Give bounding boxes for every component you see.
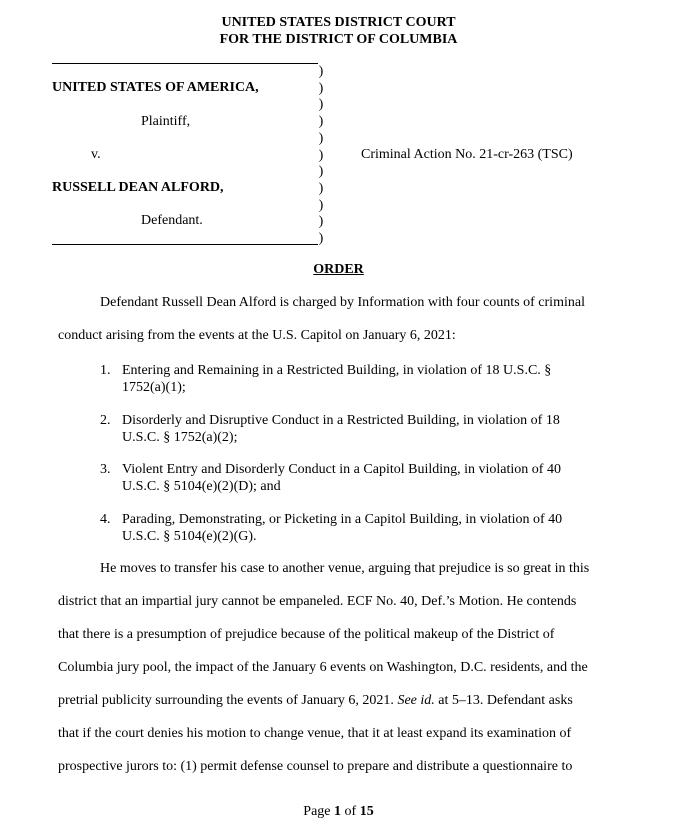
count-text-line-2: U.S.C. § 1752(a)(2); <box>122 430 238 445</box>
court-name-line-2: FOR THE DISTRICT OF COLUMBIA <box>219 32 458 47</box>
caption-paren: ) <box>318 130 324 146</box>
body-line-5 <box>58 693 573 709</box>
count-number: 1. <box>100 363 111 378</box>
body-line-5-text-a: pretrial publicity surrounding the events of January 6, 2021. <box>58 693 398 708</box>
page-label: Page <box>303 804 335 819</box>
count-text-line-1: Entering and Remaining in a Restricted Building, in violation of 18 U.S.C. § <box>122 363 552 378</box>
page-current: 1 <box>334 804 342 819</box>
citation-see-id: See id. <box>397 693 435 708</box>
intro-line-2: conduct arising from the events at the U.S. Capitol on January 6, 2021: <box>58 328 456 343</box>
page-of: of <box>341 804 360 819</box>
count-text-line-2: 1752(a)(1); <box>122 380 186 395</box>
count-text-line-1: Parading, Demonstrating, or Picketing in a Capitol Building, in violation of 40 <box>122 512 563 527</box>
body-line-7: prospective jurors to: (1) permit defense counsel to prepare and distribute a questionnaire to <box>58 759 573 774</box>
body-line-4: Columbia jury pool, the impact of the January 6 events on Washington, D.C. residents, and the <box>58 660 588 675</box>
defendant-name: RUSSELL DEAN ALFORD, <box>52 180 224 195</box>
count-text-line-1: Violent Entry and Disorderly Conduct in a Capitol Building, in violation of 40 <box>122 462 561 477</box>
count-text-line-2: U.S.C. § 5104(e)(2)(G). <box>122 529 257 544</box>
versus-label: v. <box>91 147 101 162</box>
case-number: Criminal Action No. 21-cr-263 (TSC) <box>361 147 573 162</box>
count-number: 2. <box>100 413 111 428</box>
caption-top-rule <box>52 63 318 64</box>
page-total: 15 <box>359 804 374 819</box>
order-title: ORDER <box>313 262 364 277</box>
caption-paren: ) <box>318 180 324 196</box>
intro-line-1: Defendant Russell Dean Alford is charged by Information with four counts of criminal <box>100 295 585 310</box>
body-line-6: that if the court denies his motion to change venue, that it at least expand its examination of <box>58 726 572 741</box>
court-name-line-1: UNITED STATES DISTRICT COURT <box>221 15 456 30</box>
body-line-5-text-b: at 5–13. Defendant asks <box>434 693 573 708</box>
caption-paren: ) <box>318 147 324 163</box>
caption-bottom-rule <box>52 244 318 245</box>
plaintiff-name: UNITED STATES OF AMERICA, <box>52 80 259 95</box>
caption-paren: ) <box>318 214 324 230</box>
body-line-2: district that an impartial jury cannot be empaneled. ECF No. 40, Def.’s Motion. He contends <box>58 594 577 609</box>
caption-paren: ) <box>318 231 324 246</box>
caption-paren: ) <box>318 80 324 96</box>
caption-paren: ) <box>318 64 324 79</box>
plaintiff-role: Plaintiff, <box>141 114 191 129</box>
count-number: 4. <box>100 512 111 527</box>
defendant-role: Defendant. <box>141 213 203 228</box>
count-number: 3. <box>100 462 111 477</box>
page-number <box>0 804 677 820</box>
count-text-line-2: U.S.C. § 5104(e)(2)(D); and <box>122 479 281 494</box>
body-line-3: that there is a presumption of prejudice because of the political makeup of the District of <box>58 627 555 642</box>
caption-paren: ) <box>318 114 324 130</box>
caption-paren: ) <box>318 197 324 213</box>
caption-paren: ) <box>318 164 324 180</box>
count-text-line-1: Disorderly and Disruptive Conduct in a Restricted Building, in violation of 18 <box>122 413 560 428</box>
body-line-1: He moves to transfer his case to another venue, arguing that prejudice is so great in this <box>100 561 590 576</box>
caption-paren: ) <box>318 97 324 113</box>
